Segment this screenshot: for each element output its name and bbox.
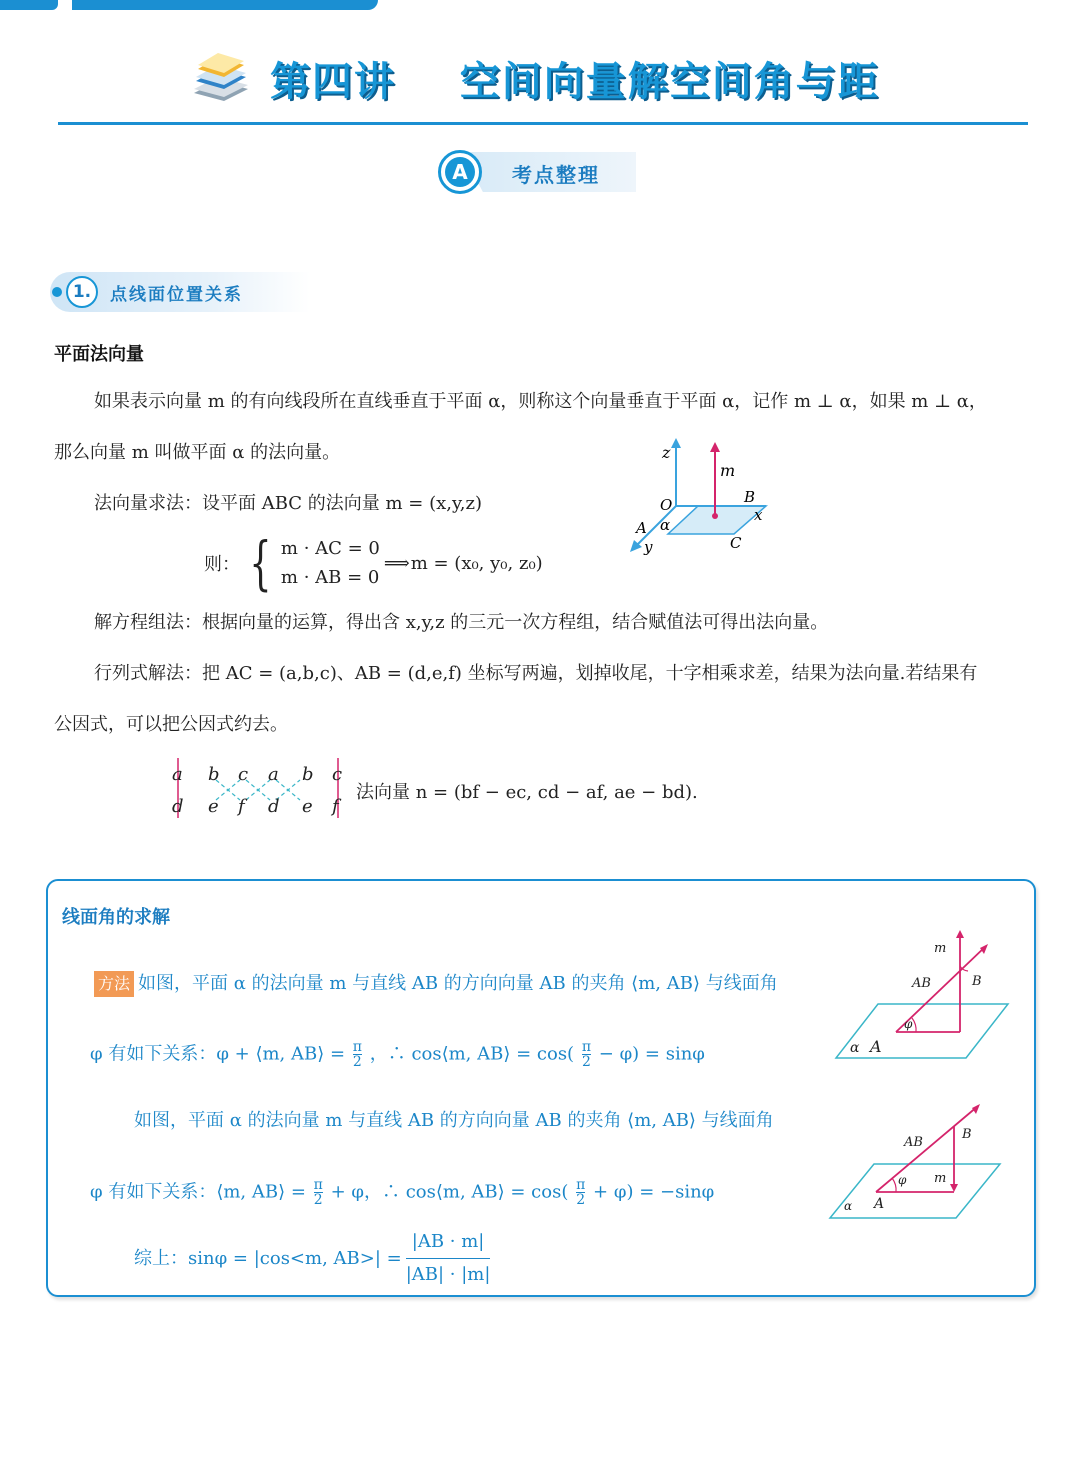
frac-denominator: 2 (352, 1054, 362, 1070)
fig2-label-A: A (874, 1196, 885, 1212)
case-2-line-2 (90, 1178, 714, 1207)
definition-line-1: 如果表示向量 m 的有向线段所在直线垂直于平面 α，则称这个向量垂直于平面 α，记作 m ⊥ α，如果 m ⊥ α， (94, 391, 987, 412)
fig1-label-alpha: α (850, 1040, 860, 1056)
section-number: 1. (66, 276, 98, 308)
line-plane-figure-1 (830, 930, 1015, 1062)
label-m: m (720, 461, 736, 480)
page-title: 第四讲 空间向量解空间角与距 (270, 58, 880, 105)
method-tag: 方法 (94, 971, 134, 997)
chapter-title-row (190, 48, 880, 108)
fig1-label-m: m (934, 941, 947, 956)
top-decor-bar-left (0, 0, 58, 10)
frac-denominator: 2 (581, 1054, 591, 1070)
section-title: 点线面位置关系 (110, 284, 243, 305)
cross-bottom-d2: d (268, 796, 280, 817)
equation-system (204, 529, 543, 597)
z-axis-arrowhead (671, 438, 681, 448)
left-brace: { (249, 529, 272, 597)
foot-point (712, 513, 718, 519)
summary-fraction (406, 1230, 491, 1287)
pi-over-2-fraction (576, 1178, 585, 1207)
pi-over-2-fraction (353, 1040, 362, 1069)
plane-1 (836, 1004, 1008, 1058)
pi-over-2-fraction (314, 1178, 323, 1207)
case-1-result: − φ) = sinφ (598, 1043, 705, 1065)
phi-arc-2 (892, 1178, 896, 1192)
frac-numerator: π (581, 1039, 592, 1055)
frac-denominator: 2 (576, 1192, 586, 1208)
cross-top-b2: b (302, 764, 314, 785)
normal-arrowhead (710, 442, 720, 452)
fig2-label-phi: φ (898, 1173, 907, 1187)
summary-line (134, 1230, 494, 1287)
equation-1: m · AC = 0 (280, 538, 380, 559)
phi-arc-1 (912, 1018, 916, 1032)
badge-circle (438, 150, 482, 194)
equation-result: m = (x₀, y₀, z₀) (410, 552, 543, 574)
cross-bottom-e1: e (208, 796, 219, 817)
cross-bottom-d1: d (172, 796, 184, 817)
label-y: y (644, 538, 653, 556)
plane-alpha (668, 506, 766, 534)
case-1-cos: ，∴ cos⟨m, AB⟩ = cos( (369, 1043, 575, 1065)
fig1-label-A: A (870, 1037, 882, 1056)
cross-top-b1: b (208, 764, 220, 785)
frac-denominator: 2 (313, 1192, 323, 1208)
cross-bottom-f1: f (238, 796, 245, 817)
case-1-relation: φ 有如下关系：φ + ⟨m, AB⟩ = (90, 1043, 346, 1065)
plane-2 (830, 1164, 1000, 1218)
cross-top-a1: a (172, 764, 183, 785)
implies-arrow: ⟹ (383, 552, 407, 574)
label-z: z (662, 443, 671, 462)
label-x: x (754, 506, 763, 524)
fig1-label-B: B (972, 974, 982, 989)
method-3-line-2: 公因式，可以把公因式约去。 (54, 714, 288, 735)
pi-over-2-fraction (582, 1040, 591, 1069)
frac-numerator: π (576, 1177, 586, 1193)
normal-vector-heading: 平面法向量 (54, 344, 144, 365)
cross-result: 法向量 n = (bf − ec, cd − af, ae − bd). (356, 782, 698, 803)
cross-multiply-grid (168, 758, 358, 820)
case-1-text: 如图，平面 α 的法向量 m 与直线 AB 的方向向量 AB 的夹角 ⟨m, AB⟩ 与线面角 (138, 973, 778, 994)
summary-denominator: |AB| · |m| (405, 1264, 491, 1285)
case-2-result: + φ) = −sinφ (593, 1181, 715, 1203)
label-C: C (730, 534, 742, 552)
section-heading (50, 272, 310, 312)
method-1-label: 法向量求法：设平面 ABC 的法向量 m = (x,y,z) (94, 493, 482, 514)
normal-m-2-arrowhead (950, 1184, 958, 1192)
badge-label: 考点整理 (512, 163, 600, 187)
definition-line-2: 那么向量 m 叫做平面 α 的法向量。 (54, 442, 341, 463)
top-decor-bar-right (72, 0, 378, 10)
case-2-cos: + φ，∴ cos⟨m, AB⟩ = cos( (330, 1181, 569, 1203)
label-A: A (636, 519, 647, 537)
summary-numerator: |AB · m| (411, 1231, 485, 1252)
case-2-relation: φ 有如下关系：⟨m, AB⟩ = (90, 1181, 306, 1203)
fig1-label-AB: AB (912, 976, 931, 991)
cross-bottom-f2: f (332, 796, 339, 817)
section-badge (438, 148, 638, 196)
fig2-label-AB: AB (904, 1135, 923, 1150)
fig2-label-alpha: α (844, 1199, 853, 1213)
badge-letter: A (445, 157, 475, 187)
cross-top-c2: c (332, 764, 343, 785)
cross-top-c1: c (238, 764, 249, 785)
cross-bottom-e2: e (302, 796, 313, 817)
summary-label: 综上：sinφ = |cos<m, AB>| = (134, 1247, 402, 1269)
section-dot (52, 287, 62, 297)
title-underline (58, 122, 1028, 125)
frac-numerator: π (313, 1177, 323, 1193)
line-plane-figure-2 (826, 1100, 1006, 1224)
normal-m-1-arrowhead (956, 930, 964, 938)
label-B: B (744, 488, 756, 506)
case-1-line-2 (90, 1040, 705, 1069)
equation-2: m · AB = 0 (280, 567, 380, 588)
line-AB-1-arrowhead (980, 944, 988, 954)
books-icon (190, 49, 252, 107)
cross-top-a2: a (268, 764, 279, 785)
fig1-label-phi: φ (904, 1017, 913, 1031)
fig2-label-m: m (934, 1171, 947, 1186)
label-O: O (660, 496, 673, 514)
normal-vector-figure (626, 436, 776, 562)
line-AB-2 (876, 1106, 978, 1192)
label-alpha: α (660, 516, 671, 534)
box-title: 线面角的求解 (62, 907, 170, 928)
frac-numerator: π (352, 1039, 362, 1055)
cross-lines (168, 758, 358, 820)
case-2-line-1: 如图，平面 α 的法向量 m 与直线 AB 的方向向量 AB 的夹角 ⟨m, AB⟩ 与线面角 (134, 1110, 774, 1131)
equation-stack (281, 538, 380, 588)
line-AB-2-arrowhead (972, 1104, 980, 1114)
method-2: 解方程组法：根据向量的运算，得出含 x,y,z 的三元一次方程组，结合赋值法可得出法向量。 (94, 612, 829, 633)
method-3-line-1: 行列式解法：把 AC = (a,b,c)、AB = (d,e,f) 坐标写两遍，划掉收尾，十字相乘求差，结果为法向量.若结果有 (94, 663, 978, 684)
fig2-label-B: B (962, 1127, 972, 1142)
then-label: 则： (204, 554, 240, 575)
case-1-line-1 (94, 971, 778, 997)
